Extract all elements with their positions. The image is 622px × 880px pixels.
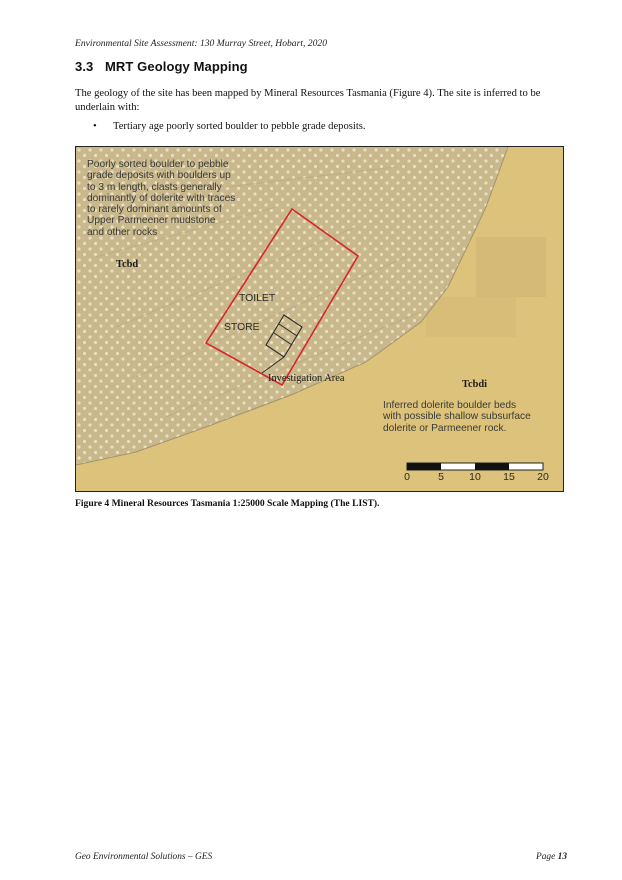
tcbd-description: Poorly sorted boulder to pebble grade deposits with boulders up to 3 m length, clasts generally dominantly of dolerite with traces to rarely dominant amounts of Upper Parmeener mudstone and other rocks (87, 159, 236, 238)
scale-tick-label: 10 (469, 471, 481, 483)
scale-tick-label: 15 (503, 471, 515, 483)
footer-page-number: 13 (557, 852, 567, 862)
running-header: Environmental Site Assessment: 130 Murray Street, Hobart, 2020 (75, 38, 327, 49)
unit-label-tcbd: Tcbd (116, 259, 139, 270)
toilet-label: TOILET (239, 293, 276, 304)
tcbdi-description: Inferred dolerite boulder beds with possible shallow subsurface dolerite or Parmeener rock. (383, 400, 531, 434)
investigation-area-label: Investigation Area (268, 373, 345, 384)
geology-map-figure (75, 146, 564, 492)
scale-tick-label: 20 (537, 471, 549, 483)
section-title: MRT Geology Mapping (105, 59, 248, 74)
footer-page (536, 852, 567, 862)
body-paragraph: The geology of the site has been mapped by Mineral Resources Tasmania (Figure 4). The site is inferred to be underlain with: (75, 88, 541, 113)
bullet-text: Tertiary age poorly sorted boulder to pebble grade deposits. (113, 121, 366, 132)
footer-company: Geo Environmental Solutions – GES (75, 852, 213, 862)
figure-caption: Figure 4 Mineral Resources Tasmania 1:25000 Scale Mapping (The LIST). (75, 498, 380, 509)
footer-page-label: Page (536, 852, 556, 862)
bullet-item (93, 121, 366, 132)
unit-label-tcbdi: Tcbdi (462, 379, 488, 390)
scale-tick-label: 0 (404, 471, 410, 483)
scale-tick-label: 5 (438, 471, 444, 483)
scale-bar (407, 463, 543, 470)
section-heading (75, 59, 248, 74)
store-label: STORE (224, 322, 260, 333)
bullet-dot-icon: • (93, 121, 97, 132)
section-number: 3.3 (75, 59, 94, 74)
